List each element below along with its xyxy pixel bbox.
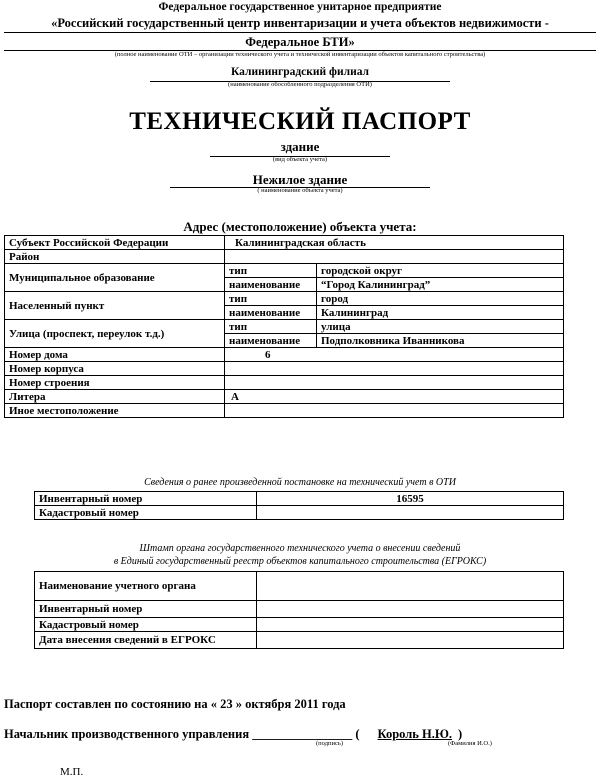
egroks-date-label: Дата внесения сведений в ЕГРОКС (35, 632, 257, 649)
subject-value: Калининградская область (225, 236, 564, 250)
authority-name-label: Наименование учетного органа (35, 572, 257, 601)
table-row (5, 320, 564, 334)
type-label: тип (225, 292, 317, 306)
authority-name-value (257, 572, 564, 601)
settlement-name: Калининград (317, 306, 564, 320)
type-label: тип (225, 320, 317, 334)
divider (4, 32, 596, 33)
other-location-label: Иное местоположение (5, 404, 225, 418)
chief-title: Начальник производственного управления (4, 727, 250, 741)
close-paren: ) (458, 727, 463, 741)
inventory-number-label: Инвентарный номер (35, 492, 257, 506)
inventory-number-value: 16595 (257, 492, 564, 506)
branch-note: (наименование обособленного подразделения ОТИ) (228, 81, 372, 88)
object-name: Нежилое здание (252, 172, 348, 187)
house-label: Номер дома (5, 348, 225, 362)
municipality-type: городской округ (317, 264, 564, 278)
subject-label: Субъект Российской Федерации (5, 236, 225, 250)
block-label: Номер корпуса (5, 362, 225, 376)
name-label: наименование (225, 334, 317, 348)
street-name: Подполковника Иванникова (317, 334, 564, 348)
org-line-3: Федеральное БТИ» (245, 35, 355, 49)
table-row (5, 376, 564, 390)
table-row (35, 506, 564, 520)
address-table (4, 235, 564, 418)
stamp-table (34, 571, 564, 649)
type-label: тип (225, 264, 317, 278)
passport-date-line (4, 697, 346, 712)
stamp-inventory-value (257, 601, 564, 618)
chief-name: Король Н.Ю. (377, 727, 453, 741)
block-value (225, 362, 564, 376)
previous-registration-heading: Сведения о ранее произведенной постановке на технический учет в ОТИ (144, 477, 456, 488)
object-name-note: ( наименование объекта учета) (257, 187, 343, 194)
building-value (225, 376, 564, 390)
object-kind: здание (280, 139, 320, 154)
table-row (5, 348, 564, 362)
other-location-value (225, 404, 564, 418)
passport-month-year: октября 2011 (245, 697, 319, 711)
table-row (5, 264, 564, 278)
passport-date-suffix: года (321, 697, 346, 711)
previous-registration-table (34, 491, 564, 520)
district-value (225, 250, 564, 264)
litera-value: А (225, 390, 564, 404)
table-row (35, 632, 564, 649)
table-row (35, 572, 564, 601)
object-kind-note: (вид объекта учета) (272, 156, 328, 163)
org-line-2: «Российский государственный центр инвентаризации и учета объектов недвижимости - (51, 16, 549, 30)
house-value: 6 (225, 348, 564, 362)
municipality-name: “Город Калининград” (317, 278, 564, 292)
cadastral-number-label: Кадастровый номер (35, 506, 257, 520)
signature-blank: ________________ (252, 727, 353, 741)
org-line-1: Федеральное государственное унитарное предприятие (158, 1, 442, 13)
name-label: наименование (225, 306, 317, 320)
litera-label: Литера (5, 390, 225, 404)
stamp-heading-line-2: в Единый государственный реестр объектов капитального строительства (ЕГРОКС) (113, 556, 487, 567)
table-row (35, 618, 564, 632)
org-note: (полное наименование ОТИ – организации технического учета и технической инвентаризации объектов капитального строительства) (114, 51, 486, 58)
egroks-date-value (257, 632, 564, 649)
open-paren: ( (355, 727, 360, 741)
table-row (5, 362, 564, 376)
district-label: Район (5, 250, 225, 264)
passport-day: « 23 » (210, 697, 242, 711)
passport-date-prefix: Паспорт составлен по состоянию на (4, 697, 208, 711)
municipality-label: Муниципальное образование (5, 264, 225, 292)
stamp-inventory-label: Инвентарный номер (35, 601, 257, 618)
settlement-type: город (317, 292, 564, 306)
table-row (35, 601, 564, 618)
street-label: Улица (проспект, переулок т.д.) (5, 320, 225, 348)
name-note: (Фамилия И.О.) (448, 740, 492, 747)
stamp-cadastral-label: Кадастровый номер (35, 618, 257, 632)
signature-note: (подпись) (316, 740, 343, 747)
document-title: ТЕХНИЧЕСКИЙ ПАСПОРТ (129, 108, 471, 135)
table-row (5, 292, 564, 306)
branch-name: Калининградский филиал (231, 66, 369, 78)
address-heading: Адрес (местоположение) объекта учета: (183, 219, 417, 234)
cadastral-number-value (257, 506, 564, 520)
name-label: наименование (225, 278, 317, 292)
chief-line (4, 727, 462, 742)
street-type: улица (317, 320, 564, 334)
table-row (5, 236, 564, 250)
table-row (5, 390, 564, 404)
table-row (5, 250, 564, 264)
stamp-heading-line-1: Штамп органа государственного технического учета о внесении сведений (139, 543, 461, 554)
building-label: Номер строения (5, 376, 225, 390)
settlement-label: Населенный пункт (5, 292, 225, 320)
table-row (5, 404, 564, 418)
table-row (35, 492, 564, 506)
seal-placeholder: М.П. (60, 766, 84, 778)
stamp-cadastral-value (257, 618, 564, 632)
